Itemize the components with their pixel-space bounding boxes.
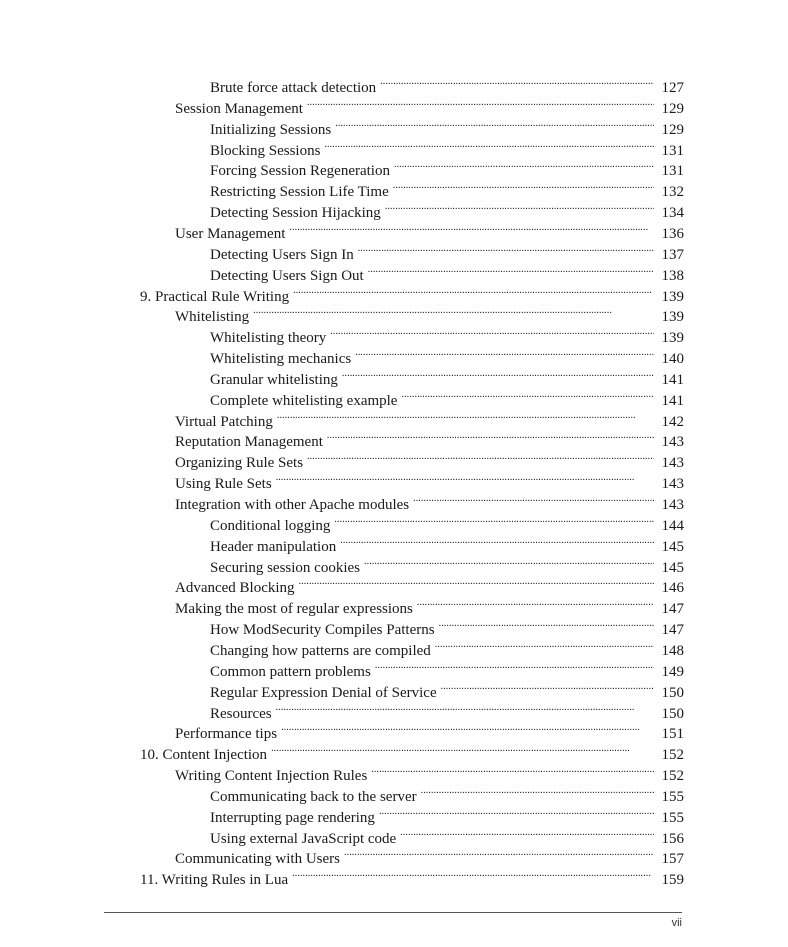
toc-entry-title: Interrupting page rendering	[210, 809, 375, 826]
toc-entry-page: 150	[661, 684, 684, 701]
toc-entry-title: Granular whitelisting	[210, 371, 338, 388]
dot-leader	[271, 739, 654, 759]
toc-entry-page: 152	[661, 768, 684, 785]
toc-entry	[210, 531, 684, 555]
dot-leader	[380, 72, 654, 92]
dot-leader	[421, 781, 654, 801]
toc-entry	[175, 718, 684, 743]
toc-entry-title: Complete whitelisting example	[210, 392, 398, 409]
toc-entry	[210, 781, 684, 805]
toc-entry-page: 129	[661, 100, 684, 117]
dot-leader	[335, 114, 654, 134]
toc-entry	[175, 406, 684, 430]
toc-entry-page: 145	[661, 538, 684, 555]
toc-entry	[175, 572, 684, 597]
toc-entry-title: Header manipulation	[210, 538, 337, 555]
toc-entry-page: 141	[661, 392, 684, 409]
toc-entry	[140, 281, 684, 305]
toc-entry	[175, 843, 684, 868]
dot-leader	[307, 447, 654, 467]
toc-entry-title: Regular Expression Denial of Service	[210, 684, 437, 701]
dot-leader	[292, 864, 654, 884]
dot-leader	[289, 218, 654, 238]
toc-entry-page: 144	[661, 517, 684, 534]
toc-entry	[175, 218, 684, 242]
dot-leader	[417, 593, 654, 613]
toc-entry-page: 139	[661, 330, 684, 347]
toc-entry-page: 152	[661, 747, 684, 764]
toc-entry	[210, 823, 684, 847]
toc-entry-title: Writing Content Injection Rules	[175, 768, 368, 785]
toc-entry-page: 143	[661, 434, 684, 451]
dot-leader	[324, 135, 654, 155]
toc-entry-page: 155	[661, 809, 684, 826]
toc-entry	[175, 468, 684, 493]
footer-rule	[104, 912, 682, 913]
toc-entry-page: 142	[661, 413, 684, 430]
dot-leader	[293, 281, 654, 301]
toc-entry	[210, 343, 684, 368]
dot-leader	[307, 93, 654, 113]
toc-entry-page: 127	[661, 80, 684, 96]
toc-entry-page: 143	[661, 455, 684, 472]
toc-entry-title: Reputation Management	[175, 434, 323, 451]
dot-leader	[401, 385, 654, 405]
toc-entry-page: 150	[661, 705, 684, 722]
toc-entry-title: Detecting Users Sign In	[210, 246, 354, 263]
toc-entry-page: 141	[661, 371, 684, 388]
toc-entry-title: Whitelisting theory	[210, 330, 327, 347]
toc-entry	[175, 489, 684, 513]
toc-entry-page: 146	[661, 580, 684, 597]
toc-entry-page: 157	[661, 851, 684, 868]
dot-leader	[371, 760, 654, 780]
toc-entry	[210, 135, 684, 159]
dot-leader	[358, 239, 654, 259]
toc-entry-title: Session Management	[175, 100, 303, 117]
toc-entry-title: Restricting Session Life Time	[210, 184, 389, 201]
toc-entry-page: 132	[661, 184, 684, 201]
toc-entry-title: Securing session cookies	[210, 559, 360, 576]
toc-entry	[210, 802, 684, 826]
toc-entry-page: 139	[661, 288, 684, 305]
toc-entry-title: Virtual Patching	[175, 413, 273, 430]
toc-entry	[210, 114, 684, 138]
dot-leader	[277, 406, 654, 426]
dot-leader	[394, 155, 654, 175]
toc-entry-title: Blocking Sessions	[210, 142, 321, 159]
toc-entry-title: Whitelisting mechanics	[210, 351, 352, 368]
toc-entry-title: Integration with other Apache modules	[175, 497, 410, 513]
dot-leader	[385, 197, 654, 217]
toc-entry	[175, 447, 684, 472]
toc-entry	[210, 176, 684, 201]
dot-leader	[435, 635, 654, 655]
toc-entry	[210, 385, 684, 409]
dot-leader	[299, 572, 654, 592]
dot-leader	[393, 176, 654, 196]
toc-entry	[210, 322, 684, 347]
toc-entry	[175, 593, 684, 618]
toc-entry-title: Communicating with Users	[175, 851, 340, 868]
toc-entry-title: 11. Writing Rules in Lua	[140, 872, 289, 889]
toc-entry-page: 131	[661, 163, 684, 180]
dot-leader	[355, 343, 654, 363]
toc-entry	[210, 698, 684, 722]
toc-entry	[210, 552, 684, 576]
toc-entry	[210, 364, 684, 388]
toc-entry-title: Detecting Session Hijacking	[210, 205, 381, 222]
toc-entry-title: User Management	[175, 225, 286, 242]
toc-entry-page: 129	[661, 121, 684, 138]
toc-entry-page: 148	[661, 642, 684, 659]
toc-entry	[210, 677, 684, 701]
toc-entry	[175, 301, 684, 326]
toc-entry-title: Changing how patterns are compiled	[210, 642, 431, 659]
dot-leader	[379, 802, 654, 822]
dot-leader	[342, 364, 654, 384]
toc-entry-page: 131	[661, 142, 684, 159]
toc-entry-page: 145	[661, 559, 684, 576]
dot-leader	[327, 426, 654, 446]
dot-leader	[375, 656, 654, 676]
toc-entry-title: Initializing Sessions	[210, 121, 332, 138]
toc-entry-page: 134	[661, 205, 684, 222]
toc-entry-title: How ModSecurity Compiles Patterns	[210, 622, 435, 639]
toc-entry-title: Using Rule Sets	[175, 476, 272, 493]
dot-leader	[413, 489, 654, 509]
toc-entry	[210, 510, 684, 534]
toc-entry	[175, 760, 684, 785]
toc-entry-page: 143	[661, 476, 684, 493]
toc-entry	[140, 864, 684, 889]
dot-leader	[276, 468, 654, 488]
dot-leader	[441, 677, 654, 697]
toc-entry-title: Performance tips	[175, 726, 278, 743]
toc-entry	[210, 656, 684, 680]
dot-leader	[276, 698, 654, 718]
toc-entry	[210, 155, 684, 180]
toc-entry-page: 151	[661, 726, 684, 743]
toc-entry-page: 140	[661, 351, 684, 368]
dot-leader	[400, 823, 654, 843]
toc-entry-title: Making the most of regular expressions	[175, 601, 413, 618]
toc-entry-page: 159	[661, 872, 684, 889]
toc-entry-title: Brute force attack detection	[210, 80, 377, 96]
page-number: vii	[671, 917, 682, 929]
dot-leader	[368, 260, 654, 280]
toc-entry-page: 143	[661, 497, 684, 513]
toc-entry-title: Common pattern problems	[210, 663, 371, 680]
dot-leader	[344, 843, 654, 863]
toc-entry	[210, 239, 684, 263]
toc-entry-page: 139	[661, 309, 684, 326]
toc-entry-title: 9. Practical Rule Writing	[140, 288, 290, 305]
toc-entry-title: Forcing Session Regeneration	[210, 163, 390, 180]
dot-leader	[281, 718, 654, 738]
toc-entry-title: Conditional logging	[210, 517, 331, 534]
toc-entry	[175, 426, 684, 451]
toc-entry-page: 147	[661, 601, 684, 618]
toc-entry-page: 155	[661, 788, 684, 805]
toc-entry	[210, 614, 684, 639]
toc-entry-page: 137	[661, 246, 684, 263]
toc-entry-title: Detecting Users Sign Out	[210, 267, 364, 284]
toc-entry-page: 147	[661, 622, 684, 639]
dot-leader	[439, 614, 654, 634]
toc-entry-page: 136	[661, 225, 684, 242]
toc-entry-title: Organizing Rule Sets	[175, 455, 304, 472]
toc-entry-page: 149	[661, 663, 684, 680]
toc-entry-title: Advanced Blocking	[175, 580, 295, 597]
toc-entry-title: 10. Content Injection	[140, 747, 268, 764]
toc-entry	[210, 197, 684, 222]
dot-leader	[330, 322, 654, 342]
dot-leader	[340, 531, 654, 551]
toc-entry	[210, 72, 684, 96]
toc-entry	[210, 260, 684, 284]
dot-leader	[364, 552, 654, 572]
toc-entry-page: 156	[661, 830, 684, 847]
toc-entry-title: Resources	[210, 705, 272, 722]
dot-leader	[253, 301, 654, 321]
toc-entry	[175, 93, 684, 117]
toc-entry	[140, 739, 684, 764]
dot-leader	[334, 510, 654, 530]
toc-entry-page: 138	[661, 267, 684, 284]
toc-entry	[210, 635, 684, 659]
toc-entry-title: Communicating back to the server	[210, 788, 417, 805]
toc-entry-title: Using external JavaScript code	[210, 830, 397, 847]
toc-entry-title: Whitelisting	[175, 309, 250, 326]
